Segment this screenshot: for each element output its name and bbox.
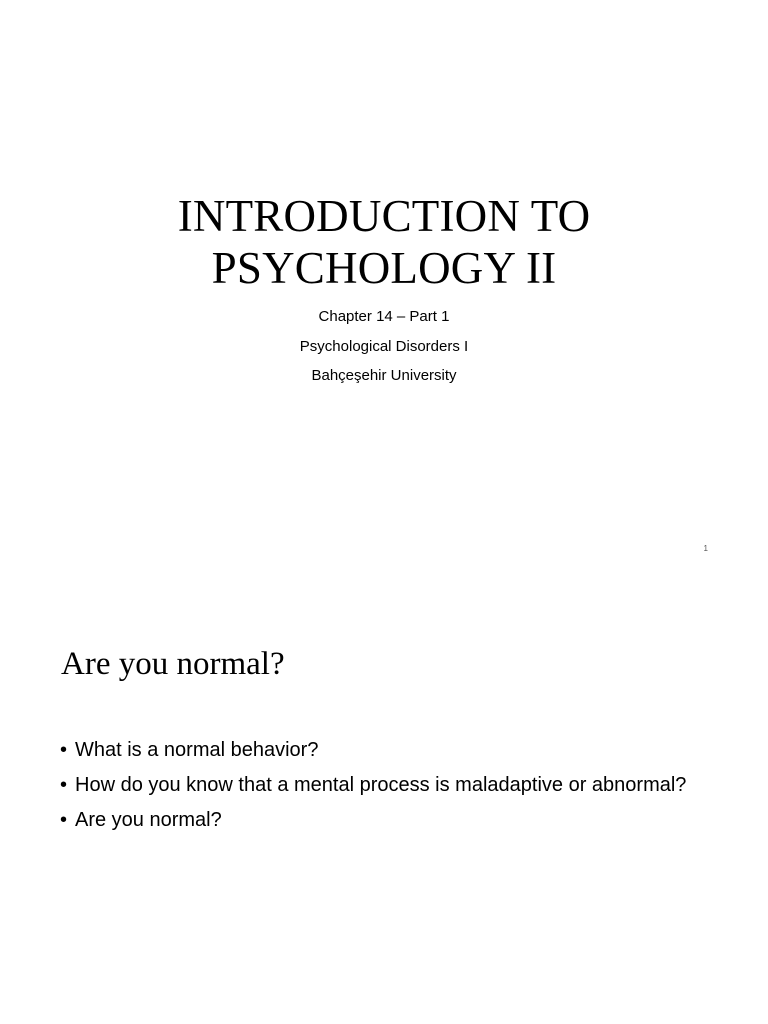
bullet-list: [60, 736, 710, 841]
list-item: [60, 771, 710, 800]
bullet-text: Are you normal?: [75, 809, 222, 831]
title-line-2: PSYCHOLOGY II: [211, 243, 557, 293]
subtitle-institution: Bahçeşehir University: [311, 367, 457, 384]
title-line-1: INTRODUCTION TO: [177, 191, 591, 241]
slide-number: 1: [703, 544, 708, 553]
bullet-icon: •: [60, 809, 68, 831]
bullet-icon: •: [60, 774, 68, 796]
content-slide: [0, 576, 768, 1024]
presentation-title: [0, 190, 768, 294]
bullet-text: How do you know that a mental process is maladaptive or abnormal?: [75, 774, 687, 796]
bullet-icon: •: [60, 739, 68, 761]
bullet-text: What is a normal behavior?: [75, 739, 319, 761]
slide-title: Are you normal?: [61, 646, 285, 682]
list-item: [60, 736, 710, 765]
subtitle-topic: Psychological Disorders I: [299, 338, 469, 355]
subtitle-chapter: Chapter 14 – Part 1: [318, 308, 450, 325]
list-item: [60, 806, 710, 835]
